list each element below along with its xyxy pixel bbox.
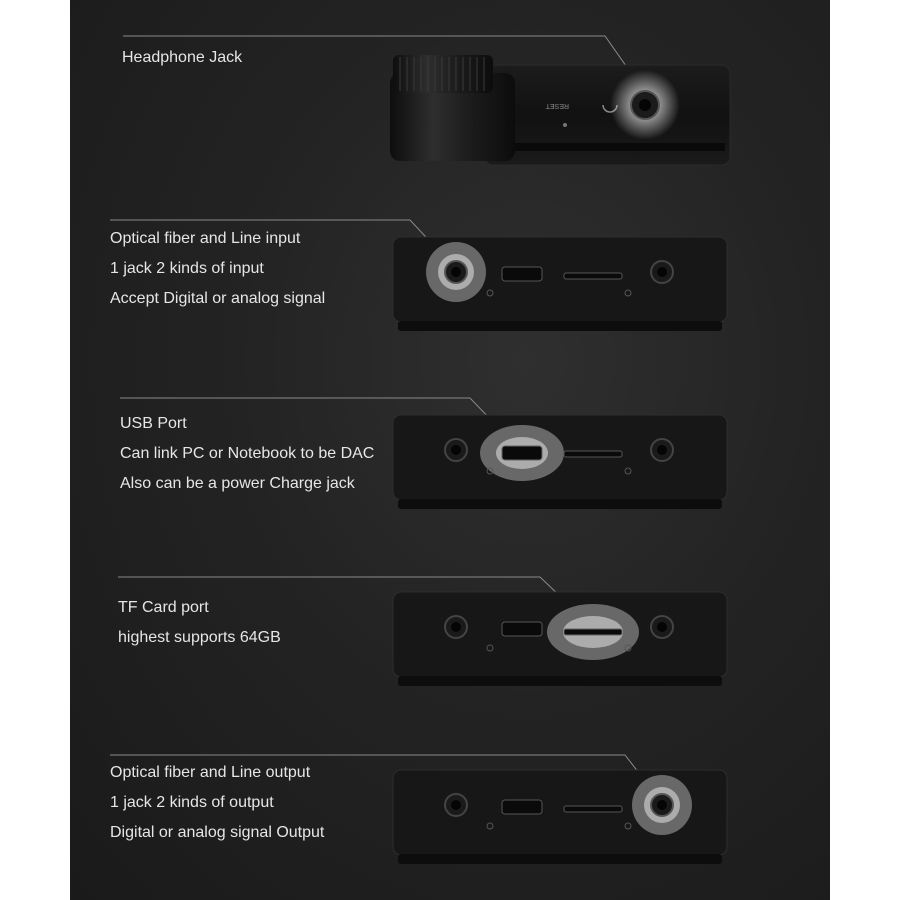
callout-line: Accept Digital or analog signal [110,290,326,307]
callout-headphone [122,43,242,73]
callout-line: Also can be a power Charge jack [120,475,355,492]
usb-port [502,267,542,281]
callout-tf [118,593,281,653]
callout-line: Optical fiber and Line output [110,764,311,781]
tf-card-slot [564,273,622,279]
callout-line: Digital or analog signal Output [110,824,325,841]
usb-port [502,446,542,460]
device-top-view [385,45,735,170]
usb-port [502,622,542,636]
device-side-2 [390,413,730,513]
callout-line: 1 jack 2 kinds of input [110,260,264,277]
tf-card-slot [564,451,622,457]
device-side-3 [390,590,730,690]
callout-line: 1 jack 2 kinds of output [110,794,274,811]
device-side-1 [390,235,730,335]
callout-line: Optical fiber and Line input [110,230,301,247]
reset-label: RESET [545,102,569,109]
callout-line: TF Card port [118,599,209,616]
callout-line: highest supports 64GB [118,629,281,646]
tf-card-slot [564,629,622,635]
callout-line: USB Port [120,415,187,432]
usb-port [502,800,542,814]
callout-optical-input [110,224,325,314]
tf-card-slot [564,806,622,812]
device-side-4 [390,768,730,868]
callout-line: Headphone Jack [122,49,243,66]
callout-line: Can link PC or Notebook to be DAC [120,445,375,462]
callout-optical-output [110,758,324,848]
callout-usb [120,409,374,499]
